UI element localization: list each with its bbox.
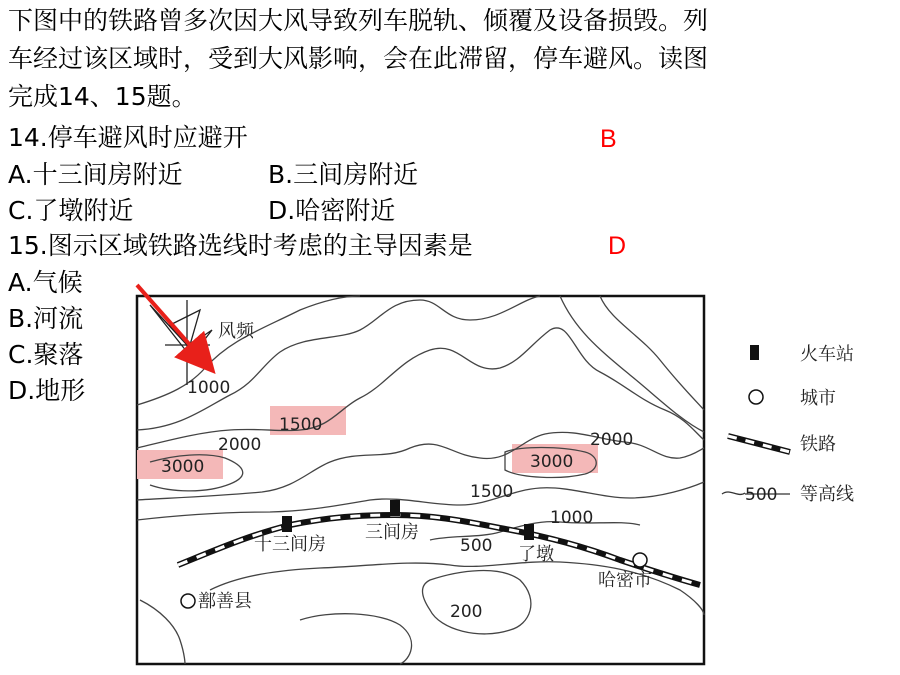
contour-3000-west: 3000	[161, 457, 205, 477]
city-shanshan	[181, 594, 195, 608]
contour-3000-east: 3000	[530, 452, 574, 472]
q15-option-c: C.聚落	[8, 340, 84, 369]
q15-answer: D	[608, 232, 627, 260]
q15-option-d: D.地形	[8, 376, 86, 405]
legend-station-icon	[750, 345, 759, 360]
map-legend	[722, 344, 854, 505]
q14-answer: B	[600, 125, 617, 153]
contour-1500-center: 1500	[470, 482, 514, 502]
contour-500-center: 500	[460, 536, 493, 556]
contour-1000-center: 1000	[550, 508, 594, 528]
intro-line-1: 下图中的铁路曾多次因大风导致列车脱轨、倾覆及设备损毁。列	[8, 6, 709, 35]
legend-city-icon	[749, 390, 763, 404]
intro-line-2: 车经过该区域时，受到大风影响，会在此滞留，停车避风。读图	[8, 44, 709, 73]
place-shisanjianfang: 十三间房	[254, 534, 326, 555]
q14-option-b: B.三间房附近	[268, 160, 419, 189]
intro-line-3: 完成14、15题。	[8, 82, 197, 111]
place-hami: 哈密市	[598, 570, 652, 591]
legend-contour-label: 等高线	[800, 484, 854, 505]
legend-station-label: 火车站	[800, 344, 854, 365]
place-shanshan: 鄯善县	[198, 591, 252, 612]
legend-contour-icon	[722, 492, 745, 494]
station-sanjianfang	[390, 500, 400, 516]
contour-2000-east: 2000	[590, 430, 634, 450]
q14-option-d: D.哈密附近	[268, 196, 396, 225]
legend-contour-value: 500	[745, 485, 778, 505]
wind-frequency-label: 风频	[218, 321, 254, 342]
contour-1500-west: 1500	[279, 415, 323, 435]
q15-option-b: B.河流	[8, 304, 84, 333]
station-liaodun	[524, 524, 534, 540]
place-liaodun: 了墩	[518, 544, 554, 565]
q14-stem: 14.停车避风时应避开	[8, 123, 248, 152]
contour-1000-northwest: 1000	[187, 378, 231, 398]
legend-city-label: 城市	[800, 388, 836, 409]
place-sanjianfang: 三间房	[365, 522, 419, 543]
station-shisanjianfang	[282, 516, 292, 532]
q14-option-a: A.十三间房附近	[8, 160, 183, 189]
q15-option-a: A.气候	[8, 268, 83, 297]
legend-railway-label: 铁路	[800, 434, 836, 455]
contour-2000-west: 2000	[218, 435, 262, 455]
city-hami	[633, 553, 647, 567]
q14-option-c: C.了墩附近	[8, 196, 134, 225]
q15-stem: 15.图示区域铁路选线时考虑的主导因素是	[8, 231, 473, 260]
contour-200-south: 200	[450, 602, 483, 622]
